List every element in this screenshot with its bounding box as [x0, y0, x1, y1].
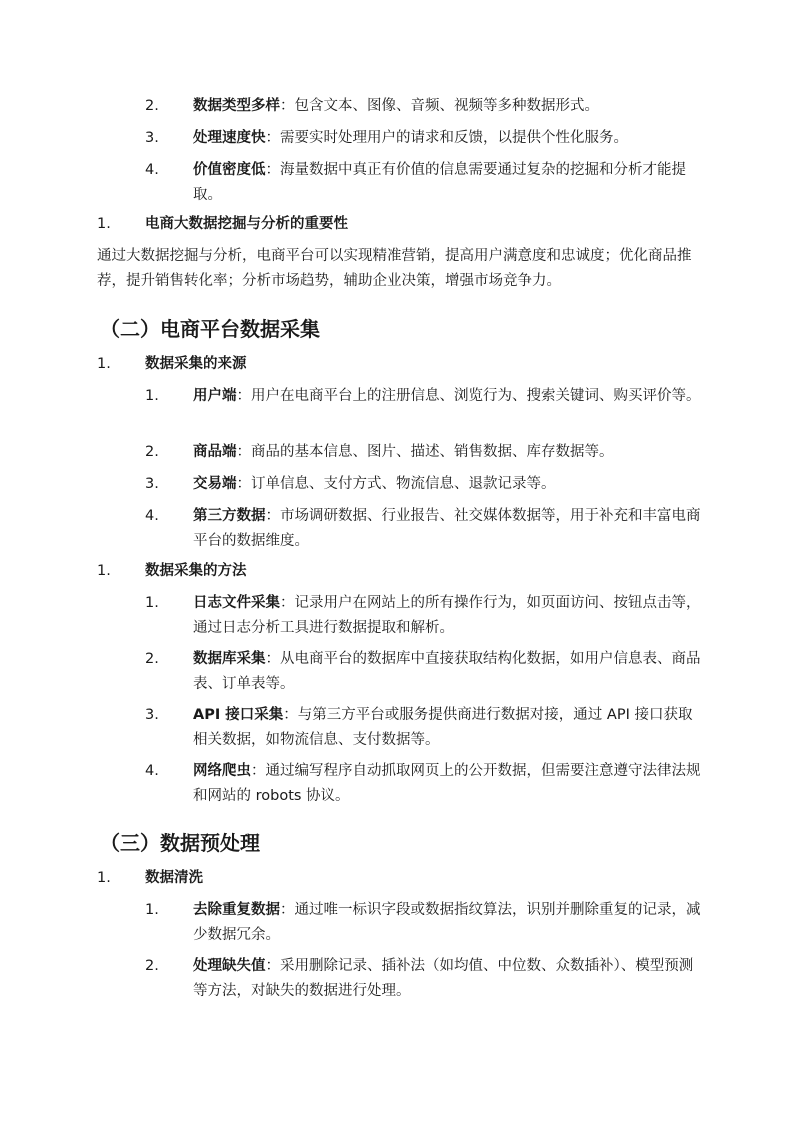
list-description: 商品的基本信息、图片、描述、销售数据、库存数据等。 [251, 444, 614, 460]
list-number: 4. [145, 763, 159, 779]
list-number: 1. [145, 595, 159, 611]
list-description: 包含文本、图像、音频、视频等多种数据形式。 [294, 98, 599, 114]
list-number: 4. [145, 162, 159, 178]
document-page: 2. 数据类型多样：包含文本、图像、音频、视频等多种数据形式。 3. 处理速度快：需要实时处理用户的请求和反馈，以提供个性化服务。 4. 价值密度低：海量数据中真正有价值的信息需要通过复杂的挖掘和分析才能提取。 1. 电商大数据挖掘与分析的重要性 通过大数据挖掘与分析，电商平台可以实现精准营销，提高用户满意度和忠诚度；优化商品推荐，提升销售转化率；分析市场趋势，辅助企业决策，增强市场竞争力。 （二）电商平台数据采集 1. 数据采集的来源 1. 用户端：用户在电商平台上的注册信息、浏览行为、搜索关键词、购买评价等。 2. 商品端：商品的基本信息、图片、描述、销售数据、库存数据等。 3. 交易端：订单信息、支付方式、物流信息、退款记录等。 4. 第三方数据：市场调研数据、行业报告、社交媒体数据等，用于补充和丰富电商平台的数据维度。 1. 数据采集的方法 1. 日志文件采集：记录用户在网站上的所有操作行为，如页面访问、按钮点击等，通过日志分析工具进行数据提取和解析。 2. 数据库采集：从电商平台的数据库中直接获取结构化数据，如用户信息表、商品表、订单表等。 3. API 接口采集：与第三方平台或服务提供商进行数据对接，通过 API 接口获取相关数据，如物流信息、支付数据等。 4. 网络爬虫：通过编写程序自动抓取网页上的公开数据，但需要注意遵守法律法规和网站的 robots 协议。 （三）数据预处理 1. 数据清洗 1. 去除重复数据：通过唯一标识字段或数据指纹算法，识别并删除重复的记录，减少数据冗余。 2. 处理缺失值：采用删除记录、插补法（如均值、中位数、众数插补）、模型预测等方法，对缺失的数据进行处理。 [0, 0, 794, 1123]
list-number: 3. [145, 130, 159, 146]
list-description: 用户在电商平台上的注册信息、浏览行为、搜索关键词、购买评价等。 [251, 388, 701, 404]
list-number: 2. [145, 958, 159, 974]
list-number: 4. [145, 508, 159, 524]
section-heading: （二）电商平台数据采集 [100, 317, 320, 341]
list-description: 与第三方平台或服务提供商进行数据对接，通过 API 接口获取相关数据，如物流信息、支付数据等。 [193, 707, 693, 748]
section-heading: （三）数据预处理 [100, 831, 260, 855]
list-term: 第三方数据 [193, 508, 266, 524]
list-term: 去除重复数据 [193, 902, 280, 918]
list-description: 采用删除记录、插补法（如均值、中位数、众数插补）、模型预测等方法，对缺失的数据进行处理。 [193, 958, 694, 999]
list-description: 通过编写程序自动抓取网页上的公开数据，但需要注意遵守法律法规和网站的 robots 协议。 [193, 763, 701, 804]
list-description: 记录用户在网站上的所有操作行为，如页面访问、按钮点击等，通过日志分析工具进行数据提取和解析。 [193, 595, 701, 636]
list-number: 3. [145, 476, 159, 492]
list-number: 3. [145, 707, 159, 723]
list-term: 用户端 [193, 388, 237, 404]
list-number: 1. [145, 388, 159, 404]
list-term: 处理速度快 [193, 130, 266, 146]
list-description: 市场调研数据、行业报告、社交媒体数据等，用于补充和丰富电商平台的数据维度。 [193, 508, 701, 549]
list-term: API 接口采集 [193, 707, 284, 723]
list-term: 处理缺失值 [193, 958, 266, 974]
list-term: 数据库采集 [193, 651, 266, 667]
list-number: 1. [145, 902, 159, 918]
list-description: 通过唯一标识字段或数据指纹算法，识别并删除重复的记录，减少数据冗余。 [193, 902, 701, 943]
list-term: 交易端 [193, 476, 237, 492]
list-description: 海量数据中真正有价值的信息需要通过复杂的挖掘和分析才能提取。 [193, 162, 686, 203]
list-term: 价值密度低 [193, 162, 266, 178]
list-description: 订单信息、支付方式、物流信息、退款记录等。 [251, 476, 556, 492]
list-term: 网络爬虫 [193, 763, 251, 779]
list-description: 从电商平台的数据库中直接获取结构化数据，如用户信息表、商品表、订单表等。 [193, 651, 701, 692]
list-term: 数据类型多样 [193, 98, 280, 114]
list-number: 2. [145, 444, 159, 460]
list-description: 需要实时处理用户的请求和反馈，以提供个性化服务。 [280, 130, 628, 146]
body-paragraph: 通过大数据挖掘与分析，电商平台可以实现精准营销，提高用户满意度和忠诚度；优化商品推荐，提升销售转化率；分析市场趋势，辅助企业决策，增强市场竞争力。 [97, 248, 692, 289]
list-number: 2. [145, 98, 159, 114]
list-number: 2. [145, 651, 159, 667]
list-term: 商品端 [193, 444, 237, 460]
list-term: 日志文件采集 [193, 595, 280, 611]
